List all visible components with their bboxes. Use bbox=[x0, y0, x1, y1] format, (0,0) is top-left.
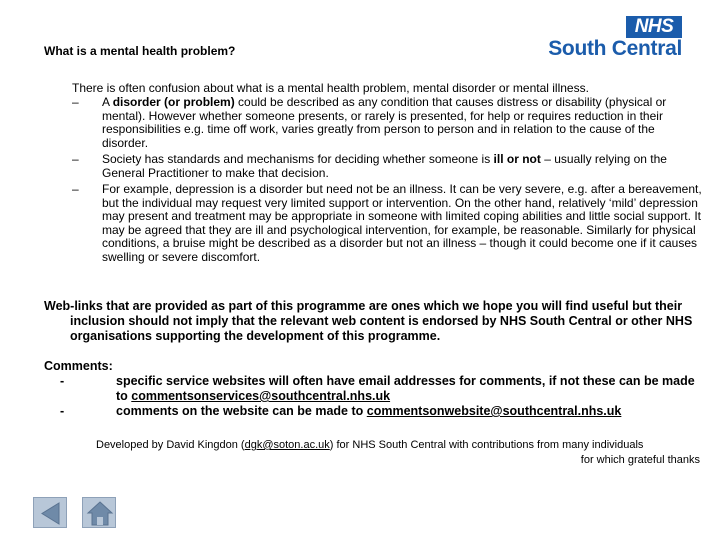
bullet-bold: ill or not bbox=[493, 152, 541, 166]
bullet-text: Society has standards and mechanisms for deciding whether someone is bbox=[102, 152, 494, 166]
comment-text: comments on the website can be made to bbox=[116, 404, 367, 418]
comment-marker: - bbox=[60, 374, 65, 388]
email-link-services[interactable]: commentsonservices@southcentral.nhs.uk bbox=[131, 389, 391, 403]
credit-email-link[interactable]: dgk@soton.ac.uk bbox=[244, 439, 330, 451]
bullet-item bbox=[72, 153, 702, 180]
credit-line-1 bbox=[96, 438, 700, 453]
triangle-left-icon bbox=[34, 498, 68, 529]
credit-footer bbox=[96, 438, 700, 468]
comment-item bbox=[44, 404, 704, 419]
bullet-item bbox=[72, 183, 702, 264]
credit-line-2: for which grateful thanks bbox=[580, 454, 700, 466]
bullet-dash: – bbox=[72, 182, 79, 196]
bullet-bold: disorder (or problem) bbox=[112, 95, 235, 109]
bullet-text: A bbox=[102, 95, 113, 109]
home-button[interactable] bbox=[82, 497, 116, 528]
back-button[interactable] bbox=[33, 497, 67, 528]
bullet-dash: – bbox=[72, 95, 79, 109]
bullet-text: For example, depression is a disorder but need not be an illness. It can be very severe, e.g. after a bereavement, but the individual may request very limited support or intervention. On the other hand, relatively ‘mild’ depression may present and treatment may be appropriate in someone with limited coping abilities and little social support. It may be agreed that they are ill and psychological intervention, for example, be reasonable. Similarly for physical conditions, a bruise might be described as a disorder but not an illness – though it could become one if it causes swelling or severe discomfort. bbox=[102, 182, 702, 264]
bullet-dash: – bbox=[72, 152, 79, 166]
bullet-item bbox=[72, 96, 702, 150]
comment-text: specific service websites will often have email addresses for comments, if not these can be made to bbox=[116, 374, 695, 403]
weblinks-section bbox=[44, 299, 704, 344]
comments-heading: Comments: bbox=[44, 359, 113, 373]
bullet-list bbox=[72, 96, 702, 264]
page-title: What is a mental health problem? bbox=[44, 44, 236, 58]
nhs-logo bbox=[536, 16, 684, 62]
bullet-text: could be described as any condition that causes distress or disability (physical or mental). However whether someone presents, or rarely is presented, for help or requires reduction in their responsibilities e.g. time off work, varies greatly from person to person and in relation to the cause of the disorder. bbox=[102, 95, 667, 150]
intro-text: There is often confusion about what is a mental health problem, mental disorder or mental illness. bbox=[72, 81, 589, 95]
bullet-text: – usually relying on the General Practitioner to make that decision. bbox=[102, 152, 667, 180]
nhs-badge: NHS bbox=[626, 16, 682, 38]
logo-name: South Central bbox=[548, 37, 682, 60]
house-icon bbox=[83, 498, 117, 529]
credit-text: ) for NHS South Central with contributions from many individuals bbox=[329, 439, 644, 451]
email-link-website[interactable]: commentsonwebsite@southcentral.nhs.uk bbox=[366, 404, 622, 418]
comments-section bbox=[44, 359, 704, 419]
weblinks-text: Web-links that are provided as part of this programme are ones which we hope you will find useful but their inclusion should not imply that the relevant web content is endorsed by NHS South Central or other NHS organisations supporting the development of this programme. bbox=[44, 299, 693, 343]
intro-section bbox=[72, 81, 702, 264]
credit-text: Developed by David Kingdon ( bbox=[96, 439, 245, 451]
comment-item bbox=[44, 374, 704, 404]
comment-marker: - bbox=[60, 404, 65, 418]
